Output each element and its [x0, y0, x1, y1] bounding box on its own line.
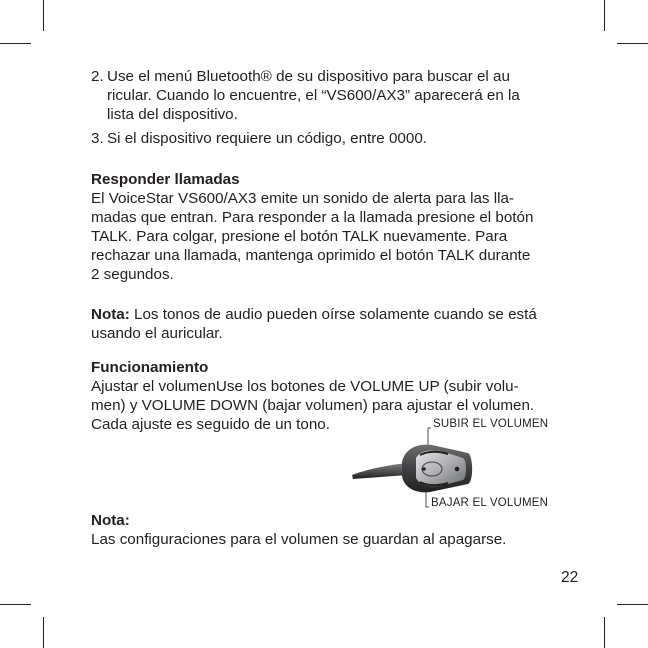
- funcionamiento-line-2: men) y VOLUME DOWN (bajar volumen) para ajustar el volumen.: [91, 397, 535, 414]
- funcionamiento-heading: Funcionamiento: [91, 359, 209, 376]
- nota-1-line-1: [91, 305, 537, 324]
- list-item-2-line-2: ricular. Cuando lo encuentre, el “VS600/AX3” aparecerá en la: [107, 87, 520, 104]
- crop-mark-bottom-right-horizontal: [617, 604, 648, 605]
- volume-down-button: [420, 482, 448, 485]
- nota-1-label: Nota:: [91, 306, 130, 323]
- volume-up-callout-line: [428, 428, 431, 461]
- nota-1-text: Los tonos de audio pueden oírse solamente cuando se está: [129, 306, 537, 323]
- crop-mark-top-right-horizontal: [617, 43, 648, 44]
- volume-up-button: [420, 452, 448, 455]
- responder-line-1: El VoiceStar VS600/AX3 emite un sonido de alerta para las lla-: [91, 190, 514, 207]
- list-item-3-number: 3.: [91, 130, 104, 147]
- crop-mark-bottom-left-vertical: [43, 617, 44, 648]
- talk-button: [422, 462, 442, 476]
- list-item-3-line-1: Si el dispositivo requiere un código, entre 0000.: [107, 130, 427, 147]
- crop-mark-top-left-horizontal: [0, 43, 31, 44]
- nota-2-text: Las configuraciones para el volumen se guardan al apagarse.: [91, 531, 507, 548]
- responder-line-3: TALK. Para colgar, presione el botón TALK nuevamente. Para: [91, 228, 508, 245]
- nota-1-line-2: usando el auricular.: [91, 325, 223, 342]
- list-item-2-number: 2.: [91, 68, 104, 85]
- list-item-2: [0, 67, 648, 127]
- crop-mark-bottom-right-vertical: [604, 617, 605, 648]
- responder-line-2: madas que entran. Para responder a la llamada presione el botón: [91, 209, 534, 226]
- headset-button-face: [416, 450, 466, 486]
- list-item-2-line-3: lista del dispositivo.: [107, 106, 238, 123]
- volume-down-callout-line: [426, 482, 429, 507]
- funcionamiento-line-3: Cada ajuste es seguido de un tono.: [91, 416, 330, 433]
- crop-mark-top-right-vertical: [604, 0, 605, 31]
- list-item-3: [0, 129, 648, 149]
- crop-mark-bottom-left-horizontal: [0, 604, 31, 605]
- responder-line-4: rechazar una llamada, mantenga oprimido el botón TALK durante: [91, 247, 531, 264]
- page-number: 22: [561, 569, 579, 586]
- indicator-led: [455, 467, 460, 472]
- nota-2-label: Nota:: [91, 512, 130, 529]
- crop-mark-top-left-vertical: [43, 0, 44, 31]
- volume-up-label: SUBIR EL VOLUMEN: [433, 418, 549, 430]
- volume-down-label: BAJAR EL VOLUMEN: [431, 497, 549, 509]
- responder-line-5: 2 segundos.: [91, 266, 174, 283]
- responder-heading: Responder llamadas: [91, 171, 240, 188]
- list-item-2-line-1: Use el menú Bluetooth® de su dispositivo para buscar el au: [107, 68, 510, 85]
- funcionamiento-line-1: Ajustar el volumenUse los botones de VOLUME UP (subir volu-: [91, 378, 519, 395]
- headset-boom: [352, 463, 410, 479]
- talk-button-center: [422, 467, 426, 471]
- headset-body: [402, 445, 472, 493]
